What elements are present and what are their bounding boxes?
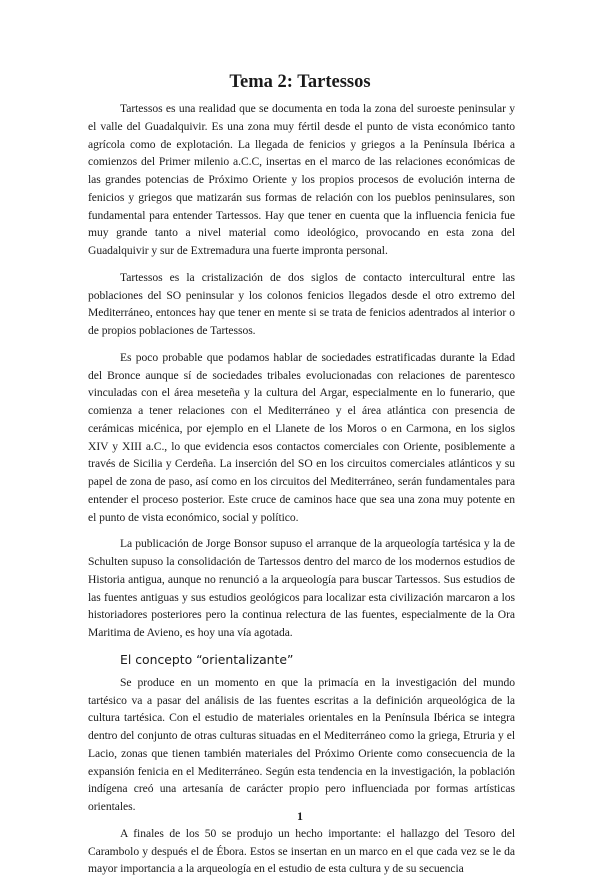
page-title: Tema 2: Tartessos [229,72,371,92]
paragraph: A finales de los 50 se produjo un hecho importante: el hallazgo del Tesoro del Carambolo y después el de Ébora. Estos se insertan en un marco en el que cada vez se le da mayor importancia a la arqueología en el estudio de esta cultura y de su secuencia [88,826,515,876]
page-number: 1 [297,809,303,823]
paragraph: Es poco probable que podamos hablar de sociedades estratificadas durante la Edad del Bronce aunque sí de sociedades tribales evolucionadas con relaciones de parentesco vinculadas con el área meseteña y la cultura del Argar, especialmente en lo funerario, que comienza a tener relaciones con el Mediterráneo y el área atlántica con presencia de cerámicas micénica, por ejemplo en el Llanete de los Moros o en Carmona, en los siglos XIV y XIII a.C., lo que evidencia esos contactos comerciales con Oriente, posiblemente a través de Sicilia y Cerdeña. La inserción del SO en los circuitos comerciales atlánticos y su papel de zona de paso, así como en los circuitos del Mediterráneo, serán fundamentales para entender el proceso posterior. Este cruce de caminos hace que sea una zona muy potente en el punto de vista económico, social y político. [88,350,515,524]
section-heading: El concepto “orientalizante” [120,651,294,667]
paragraph: Se produce en un momento en que la primacía en la investigación del mundo tartésico va a pasar del análisis de las fuentes escritas a la definición arqueológica de la cultura tartésica. Con el estudio de materiales orientales en la Península Ibérica se integra dentro del conjunto de otras culturas situadas en el Mediterráneo como la griega, Etruria y el Lacio, zonas que tienen también materiales del Próximo Oriente como consecuencia de la expansión fenicia en el Mediterráneo. Según esta tendencia en la investigación, la población indígena creó una artesanía de carácter propio pero influenciada por formas artísticas orientales. [88,675,515,813]
paragraph: La publicación de Jorge Bonsor supuso el arranque de la arqueología tartésica y la de Schulten supuso la consolidación de Tartessos dentro del marco de los modernos estudios de Historia antigua, aunque no renunció a la arqueología para buscar Tartessos. Sus estudios de las fuentes antiguas y sus estudios geológicos para localizar esta civilización marcaron a los historiadores posteriores pero la continua relectura de las fuentes, especialmente de la Ora Maritima de Avieno, es hoy una vía agotada. [88,537,515,639]
paragraph: Tartessos es la cristalización de dos siglos de contacto intercultural entre las poblaciones del SO peninsular y los colonos fenicios llegados desde el otro extremo del Mediterráneo, entonces hay que tener en mente si se trata de fenicios adentrados al interior o de propios poblaciones de Tartessos. [88,270,515,337]
document-body [88,100,515,887]
paragraph: Tartessos es una realidad que se documenta en toda la zona del suroeste peninsular y el valle del Guadalquivir. Es una zona muy fértil desde el punto de vista económico tanto agrícola como de explotación. La llegada de fenicios y griegos a la Península Ibérica a comienzos del Primer milenio a.C.C, insertas en el marco de las relaciones económicas de las grandes potencias de Próximo Oriente y los propios procesos de evolución interna de fenicios y griegos que matizarán sus formas de relación con los pueblos peninsulares, son fundamental para entender Tartessos. Hay que tener en cuenta que la influencia fenicia fue muy grande tanto a nivel material como ideológico, provocando en esta zona del Guadalquivir y sur de Extremadura una fuerte impronta personal. [88,102,515,257]
